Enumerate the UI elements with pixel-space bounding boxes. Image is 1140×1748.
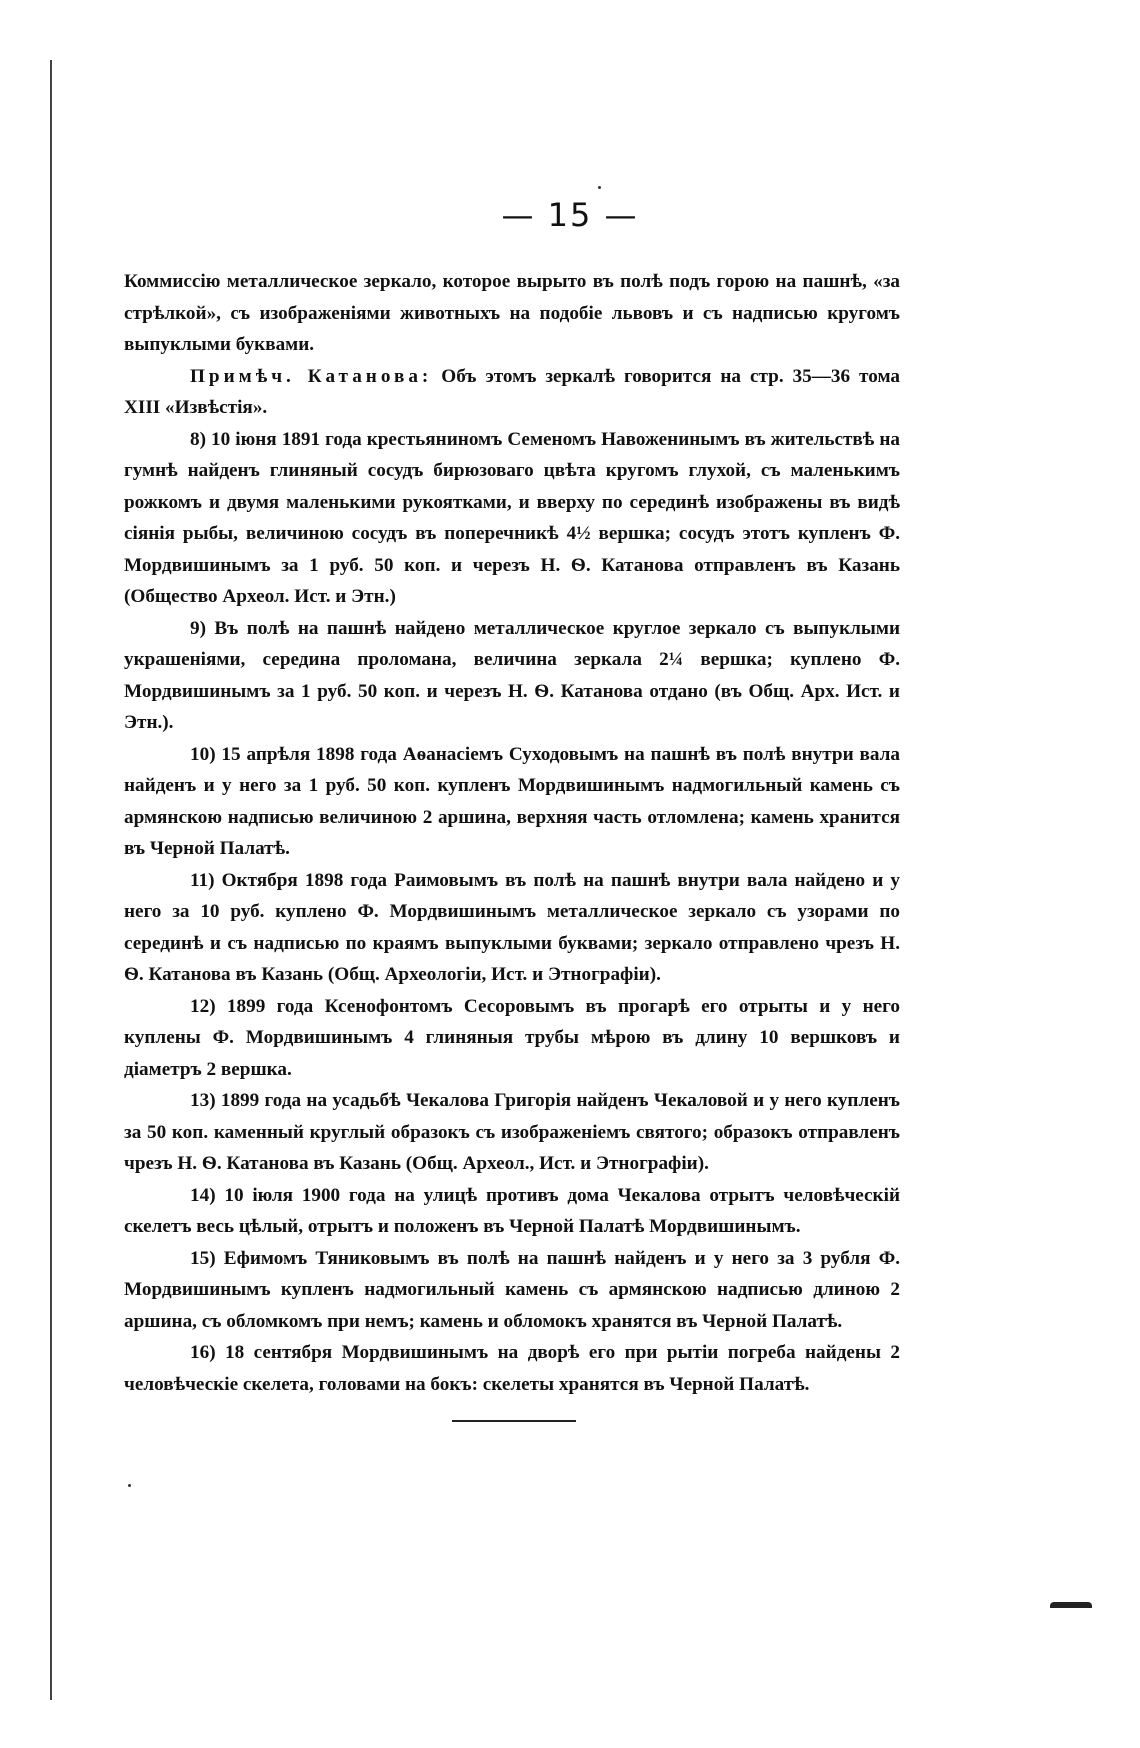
paragraph-continuation: Коммиссію металлическое зеркало, которое вырыто въ полѣ подъ горою на пашнѣ, «за стрѣлкой», съ изображеніями животныхъ на подобіе львовъ и съ надписью кругомъ выпуклыми буквами.	[124, 271, 900, 355]
scan-speck	[128, 1484, 131, 1487]
section-divider	[452, 1420, 576, 1422]
body-text	[124, 266, 900, 1400]
scan-margin-line	[50, 60, 52, 1700]
paragraph-item-9: 9) Въ полѣ на пашнѣ найдено металлическое круглое зеркало съ выпуклыми украшеніями, середина проломана, величина зеркала 2¼ вершка; куплено Ф. Мордвишинымъ за 1 руб. 50 коп. и черезъ Н. Ѳ. Катанова отдано (въ Общ. Арх. Ист. и Этн.).	[124, 617, 900, 733]
note-text: Объ этомъ зеркалѣ говорится на стр. 35—36 тома XIII «Извѣстія».	[124, 365, 900, 418]
paragraph-item-16: 16) 18 сентября Мордвишинымъ на дворѣ его при рытіи погреба найдены 2 человѣческіе скелета, головами на бокъ: скелеты хранятся въ Черной Палатѣ.	[124, 1342, 900, 1395]
scan-speck	[598, 186, 601, 189]
paragraph-item-12: 12) 1899 года Ксенофонтомъ Сесоровымъ въ прогарѣ его отрыты и у него куплены Ф. Мордвишинымъ 4 глиняныя трубы мѣрою въ длину 10 вершковъ и діаметръ 2 вершка.	[124, 995, 900, 1080]
page-number: — 15 —	[501, 196, 639, 234]
scan-mark	[1050, 1602, 1092, 1608]
paragraph-item-11: 11) Октября 1898 года Раимовымъ въ полѣ на пашнѣ внутри вала найдено и у него за 10 руб. куплено Ф. Мордвишинымъ металлическое зеркало съ узорами по серединѣ и съ надписью по краямъ выпуклыми буквами; зеркало отправлено чрезъ Н. Ѳ. Катанова въ Казань (Общ. Археологіи, Ист. и Этнографіи).	[124, 869, 900, 985]
paragraph-item-8: 8) 10 іюня 1891 года крестьяниномъ Семеномъ Навоженинымъ въ жительствѣ на гумнѣ найденъ глиняный сосудъ бирюзоваго цвѣта кругомъ глухой, съ маленькимъ рожкомъ и двумя маленькими рукоятками, и вверху по серединѣ изображены въ видѣ сіянія рыбы, величиною сосудъ въ поперечникѣ 4½ вершка; сосудъ этотъ купленъ Ф. Мордвишинымъ за 1 руб. 50 коп. и черезъ Н. Ѳ. Катанова отправленъ въ Казань (Общество Археол. Ист. и Этн.)	[124, 428, 900, 607]
paragraph-note	[124, 361, 900, 424]
paragraph-item-14: 14) 10 іюля 1900 года на улицѣ противъ дома Чекалова отрытъ человѣческій скелетъ весь цѣлый, отрытъ и положенъ въ Черной Палатѣ Мордвишинымъ.	[124, 1184, 900, 1237]
paragraph-item-10: 10) 15 апрѣля 1898 года Аѳанасіемъ Суходовымъ на пашнѣ въ полѣ внутри вала найденъ и у него за 1 руб. 50 коп. купленъ Мордвишинымъ надмогильный камень съ армянскою надписью величиною 2 аршина, верхняя часть отломлена; камень хранится въ Черной Палатѣ.	[124, 743, 900, 859]
paragraph-item-13: 13) 1899 года на усадьбѣ Чекалова Григорія найденъ Чекаловой и у него купленъ за 50 коп. каменный круглый образокъ съ изображеніемъ святого; образокъ отправленъ чрезъ Н. Ѳ. Катанова въ Казань (Общ. Археол., Ист. и Этнографіи).	[124, 1090, 900, 1174]
note-lead: Примѣч. Катанова:	[190, 365, 433, 387]
paragraph-item-15: 15) Ефимомъ Тяниковымъ въ полѣ на пашнѣ найденъ и у него за 3 рубля Ф. Мордвишинымъ купленъ надмогильный камень съ армянскою надписью длиною 2 аршина, съ обломкомъ при немъ; камень и обломокъ хранятся въ Черной Палатѣ.	[124, 1247, 900, 1332]
